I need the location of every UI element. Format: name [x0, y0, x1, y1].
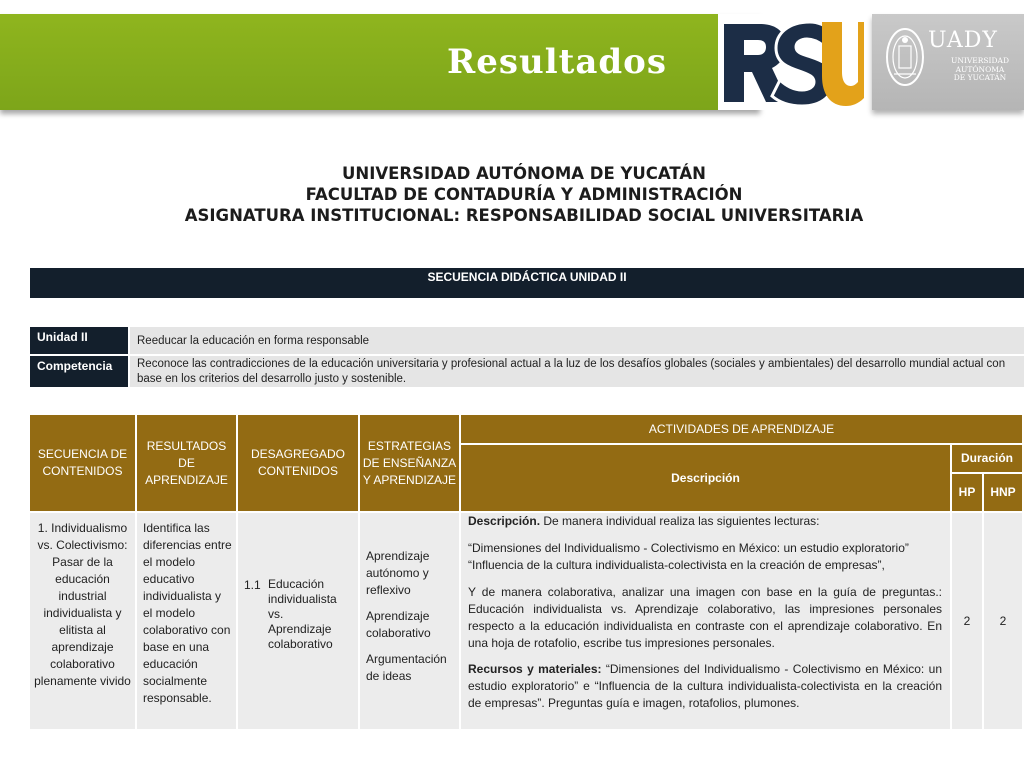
svg-text:RSU: RSU — [791, 111, 794, 112]
section-bar: SECUENCIA DIDÁCTICA UNIDAD II — [30, 268, 1024, 298]
header-hp: HP — [952, 474, 984, 513]
cell-resultados: Identifica las diferencias entre el modelo educativo individualista y el modelo colaborativo con base en una educación socialmente responsable. — [137, 513, 238, 729]
cell-secuencia: 1. Individualismo vs. Colectivismo: Pasar de la educación industrial individualista y elitista al aprendizaje colaborativo plenamente vivido — [30, 513, 137, 729]
header-actividades: ACTIVIDADES DE APRENDIZAJE — [461, 415, 1024, 445]
header-duracion: Duración — [952, 445, 1024, 474]
desagregado-text: Educación individualista vs. Aprendizaje colaborativo — [268, 576, 337, 651]
recursos-text: “Dimensiones del Individualismo - Colectivismo en México: un estudio exploratorio” e “Influencia de la cultura individualista-colectivista en la creación de empresas”. Preguntas guía e imagen, rotafolios, plumones. — [468, 662, 942, 710]
header-secuencia: SECUENCIA DE CONTENIDOS — [30, 415, 137, 513]
heading-faculty: FACULTAD DE CONTADURÍA Y ADMINISTRACIÓN — [305, 185, 743, 204]
unidad-value: Reeducar la educación en forma responsable — [130, 327, 1024, 354]
slide-title: Resultados — [447, 42, 667, 82]
header-hnp: HNP — [984, 474, 1024, 513]
competencia-value: Reconoce las contradicciones de la educación universitaria y profesional actual a la luz de los desafíos globales (sociales y ambientales) del desarrollo mundial actual con base en los criterios del desarrollo justo y sostenible. — [130, 356, 1024, 387]
uady-subtitle: UNIVERSIDAD AUTÓNOMA DE YUCATÁN — [951, 56, 1009, 82]
rsu-logo — [718, 12, 864, 112]
header-estrategias: ESTRATEGIAS DE ENSEÑANZA Y APRENDIZAJE — [360, 415, 461, 513]
table-row — [30, 513, 1024, 729]
cell-hp: 2 — [952, 513, 984, 729]
unidad-label: Unidad II — [30, 327, 128, 354]
uady-wordmark: UADY — [928, 28, 998, 53]
header-desagregado: DESAGREGADO CONTENIDOS — [238, 415, 360, 513]
header-resultados: RESULTADOS DE APRENDIZAJE — [137, 415, 238, 513]
heading-subject: ASIGNATURA INSTITUCIONAL: RESPONSABILIDAD SOCIAL UNIVERSITARIA — [184, 206, 864, 225]
cell-descripcion — [461, 513, 952, 729]
institution-headings — [0, 163, 1024, 226]
lectura-1: “Dimensiones del Individualismo - Colectivismo en México: un estudio exploratorio” — [468, 541, 909, 555]
desagregado-number: 1.1 — [244, 577, 261, 592]
descripcion-label: Descripción. — [468, 514, 541, 528]
cell-desagregado — [238, 513, 360, 729]
estrategia-item: Aprendizaje colaborativo — [366, 609, 431, 640]
estrategia-item: Aprendizaje autónomo y reflexivo — [366, 549, 430, 597]
competencia-row — [30, 356, 1024, 387]
unidad-row — [30, 327, 1024, 354]
cell-estrategias — [360, 513, 461, 729]
header — [0, 0, 1024, 120]
header-descripcion: Descripción — [461, 445, 952, 513]
competencia-label: Competencia — [30, 356, 128, 387]
estrategia-item: Argumentación de ideas — [366, 652, 447, 683]
heading-university: UNIVERSIDAD AUTÓNOMA DE YUCATÁN — [342, 164, 706, 183]
recursos-label: Recursos y materiales: — [468, 662, 602, 676]
uady-seal-icon — [884, 26, 926, 88]
didactic-table — [30, 415, 1024, 729]
actividad-colaborativa: Y de manera colaborativa, analizar una imagen con base en la guía de preguntas.: Educación individualista vs. Aprendizaje colaborativo, las impresiones personales respecto a la educación individualista en contraste con el aprendizaje colaborativo. En una hoja de rotafolio, escribe tus impresiones personales. — [468, 585, 942, 650]
descripcion-intro: De manera individual realiza las siguientes lecturas: — [540, 514, 820, 528]
lectura-2: “Influencia de la cultura individualista-colectivista en la creación de empresas”, — [468, 558, 885, 572]
cell-hnp: 2 — [984, 513, 1024, 729]
